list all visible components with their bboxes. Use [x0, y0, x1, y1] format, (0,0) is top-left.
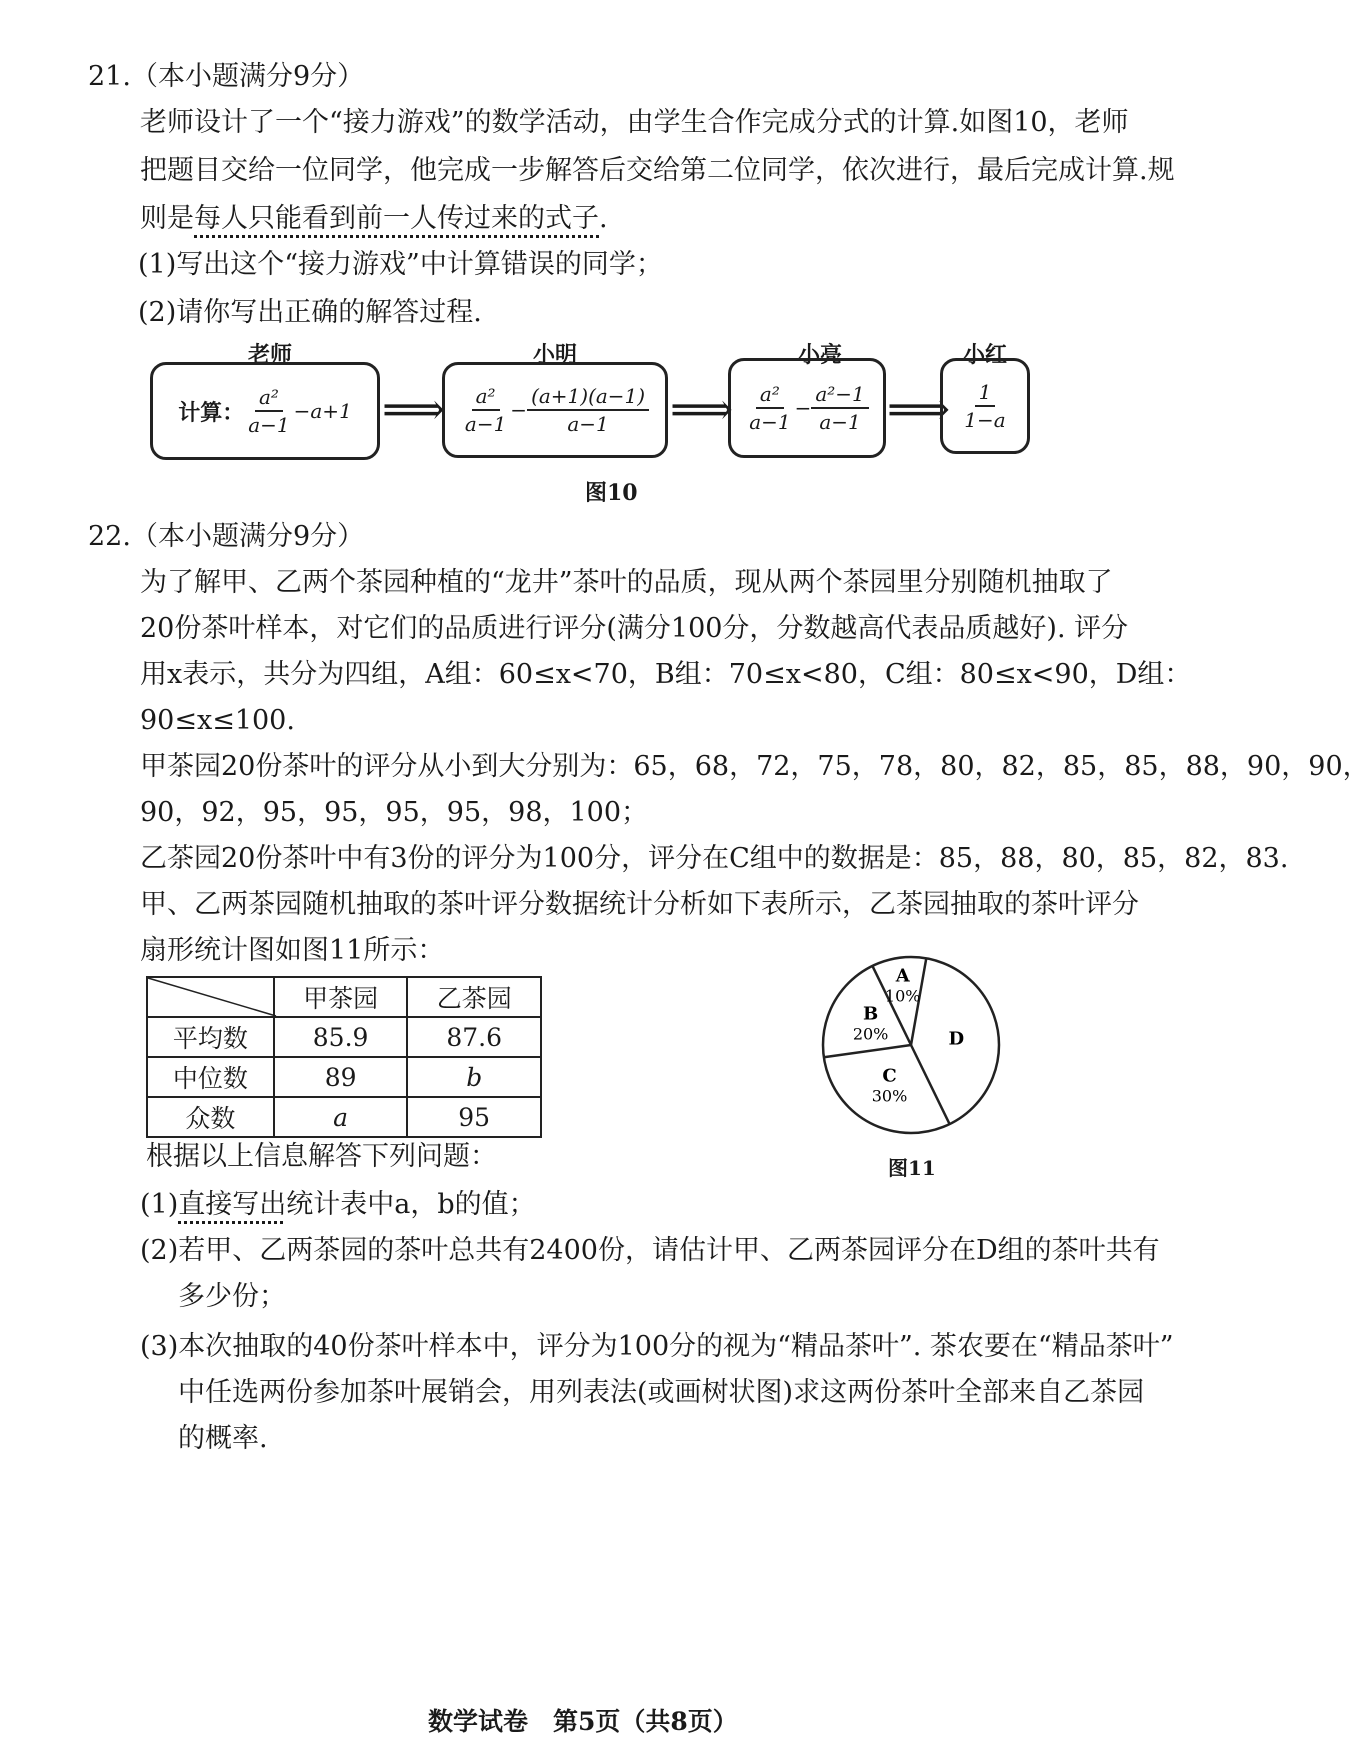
q22-item3-line2: 中任选两份参加茶叶展销会，用列表法(或画树状图)求这两份茶叶全部来自乙茶园	[178, 1377, 1145, 1408]
flow-label-xiaoliang: 小亮	[797, 342, 842, 368]
table-row	[147, 1097, 541, 1137]
pie-label-d: D	[948, 1028, 965, 1050]
figure-11-caption: 图11	[888, 1156, 936, 1180]
q22-item1-text: 统计表中a，b的值；	[286, 1189, 536, 1220]
table-cell: a	[274, 1097, 408, 1137]
flow-box-teacher	[150, 362, 380, 460]
q22-paragraph-line4: 90≤x≤100.	[140, 705, 295, 736]
fraction-denominator: 1−a	[964, 408, 1006, 432]
flow-xiaoliang-fraction1	[745, 383, 794, 433]
q22-paragraph-line1: 为了解甲、乙两个茶园种植的“龙井”茶叶的品质，现从两个茶园里分别随机抽取了	[140, 567, 1113, 598]
q22-header: 22.（本小题满分9分）	[88, 521, 365, 552]
q22-paragraph-line9: 扇形统计图如图11所示：	[140, 935, 445, 966]
pie-label-a: A	[895, 965, 910, 987]
fraction-denominator: a−1	[749, 410, 791, 434]
q22-item3-line3: 的概率.	[178, 1423, 268, 1454]
fraction-denominator: a−1	[819, 410, 861, 434]
table-cell: 平均数	[147, 1017, 274, 1057]
table-cell: 95	[407, 1097, 541, 1137]
table-row	[147, 1017, 541, 1057]
q22-item1	[140, 1190, 536, 1220]
pie-label-c: C	[882, 1065, 897, 1087]
q22-paragraph-line3: 用x表示，共分为四组，A组：60≤x<70，B组：70≤x<80，C组：80≤x<90，D组：	[140, 659, 1192, 690]
flow-teacher-prefix: 计算：	[178, 399, 245, 426]
statistics-table	[146, 976, 542, 1138]
pie-percent-a: 10%	[884, 986, 921, 1006]
table-cell: 87.6	[407, 1017, 541, 1057]
figure-10-caption: 图10	[585, 480, 638, 506]
table-cell: 中位数	[147, 1057, 274, 1097]
minus-sign: −	[794, 396, 812, 420]
flow-box-xiaohong	[940, 358, 1030, 454]
minus-sign: −	[510, 398, 528, 422]
fraction-denominator: a−1	[248, 413, 290, 437]
table-header-yi: 乙茶园	[407, 977, 541, 1017]
q22-paragraph-line2: 20份茶叶样本，对它们的品质进行评分(满分100分，分数越高代表品质越好). 评分	[140, 613, 1129, 644]
page-footer: 数学试卷 第5页（共8页）	[428, 1707, 738, 1736]
table-cell: 85.9	[274, 1017, 408, 1057]
flow-xiaoming-fraction1	[461, 385, 510, 435]
q21-item1: (1)写出这个“接力游戏”中计算错误的同学；	[138, 249, 663, 280]
flow-arrow-2: ⟹	[670, 384, 734, 435]
q22-paragraph-line8: 甲、乙两茶园随机抽取的茶叶评分数据统计分析如下表所示，乙茶园抽取的茶叶评分	[140, 889, 1139, 920]
fraction-numerator: a²	[255, 386, 283, 412]
flow-label-xiaohong: 小红	[962, 342, 1007, 368]
q21-header: 21.（本小题满分9分）	[88, 61, 365, 92]
flow-label-teacher: 老师	[247, 342, 292, 368]
q21-line3-prefix: 则是	[140, 203, 194, 234]
table-diagonal-cell	[147, 977, 274, 1017]
flow-arrow-3: ⟹	[887, 384, 951, 435]
fraction-denominator: a−1	[464, 412, 507, 436]
table-row	[147, 977, 541, 1017]
flow-label-xiaoming: 小明	[532, 342, 577, 368]
fraction-denominator: a−1	[567, 412, 609, 436]
fraction-numerator: a²	[756, 383, 784, 409]
fraction-numerator: 1	[975, 381, 996, 407]
flow-teacher-fraction	[244, 386, 293, 436]
q22-paragraph-line5: 甲茶园20份茶叶的评分从小到大分别为：65，68，72，75，78，80，82，85，85，88，90，90，	[140, 751, 1370, 782]
table-header-jia: 甲茶园	[274, 977, 408, 1017]
table-cell: 89	[274, 1057, 408, 1097]
table-cell: 众数	[147, 1097, 274, 1137]
pie-percent-b: 20%	[852, 1024, 889, 1044]
q21-line3-suffix: .	[599, 203, 608, 234]
flow-box-xiaoming	[442, 362, 668, 458]
flow-xiaoming-fraction2	[527, 385, 649, 435]
q21-item2: (2)请你写出正确的解答过程.	[138, 297, 482, 328]
pie-label-b: B	[862, 1003, 879, 1025]
pie-percent-c: 30%	[871, 1086, 908, 1106]
q22-item2-line1: (2)若甲、乙两茶园的茶叶总共有2400份，请估计甲、乙两茶园评分在D组的茶叶共有	[140, 1235, 1160, 1266]
flow-teacher-tail: −a+1	[293, 399, 352, 423]
pie-chart	[816, 950, 1006, 1140]
q21-paragraph-line3	[140, 204, 608, 234]
fraction-numerator: a²	[472, 385, 500, 411]
diagonal-line	[148, 978, 276, 1016]
table-row	[147, 1057, 541, 1097]
table-cell: b	[407, 1057, 541, 1097]
flow-xiaoliang-fraction2	[811, 383, 868, 433]
q21-paragraph-line2: 把题目交给一位同学，他完成一步解答后交给第二位同学，依次进行，最后完成计算.规	[140, 155, 1175, 186]
flow-arrow-1: ⟹	[382, 384, 446, 435]
fraction-numerator: (a+1)(a−1)	[527, 385, 649, 411]
fraction-numerator: a²−1	[811, 383, 868, 409]
flow-box-xiaoliang	[728, 358, 886, 458]
q22-item2-line2: 多少份；	[178, 1281, 286, 1312]
q22-item3-line1: (3)本次抽取的40份茶叶样本中，评分为100分的视为“精品茶叶”. 茶农要在“精品茶叶”	[140, 1331, 1174, 1362]
q21-emphasized-text: 每人只能看到前一人传过来的式子	[194, 203, 599, 234]
q21-paragraph-line1: 老师设计了一个“接力游戏”的数学活动，由学生合作完成分式的计算.如图10，老师	[140, 107, 1129, 138]
q22-item1-number: (1)	[140, 1189, 179, 1220]
q22-paragraph-line6: 90，92，95，95，95，95，98，100；	[140, 797, 649, 828]
q22-after-table: 根据以上信息解答下列问题：	[146, 1141, 497, 1172]
q22-item1-emphasis: 直接写出	[178, 1189, 287, 1220]
flow-xiaohong-fraction	[960, 381, 1009, 431]
q22-paragraph-line7: 乙茶园20份茶叶中有3份的评分为100分，评分在C组中的数据是：85，88，80，85，82，83.	[140, 843, 1289, 874]
